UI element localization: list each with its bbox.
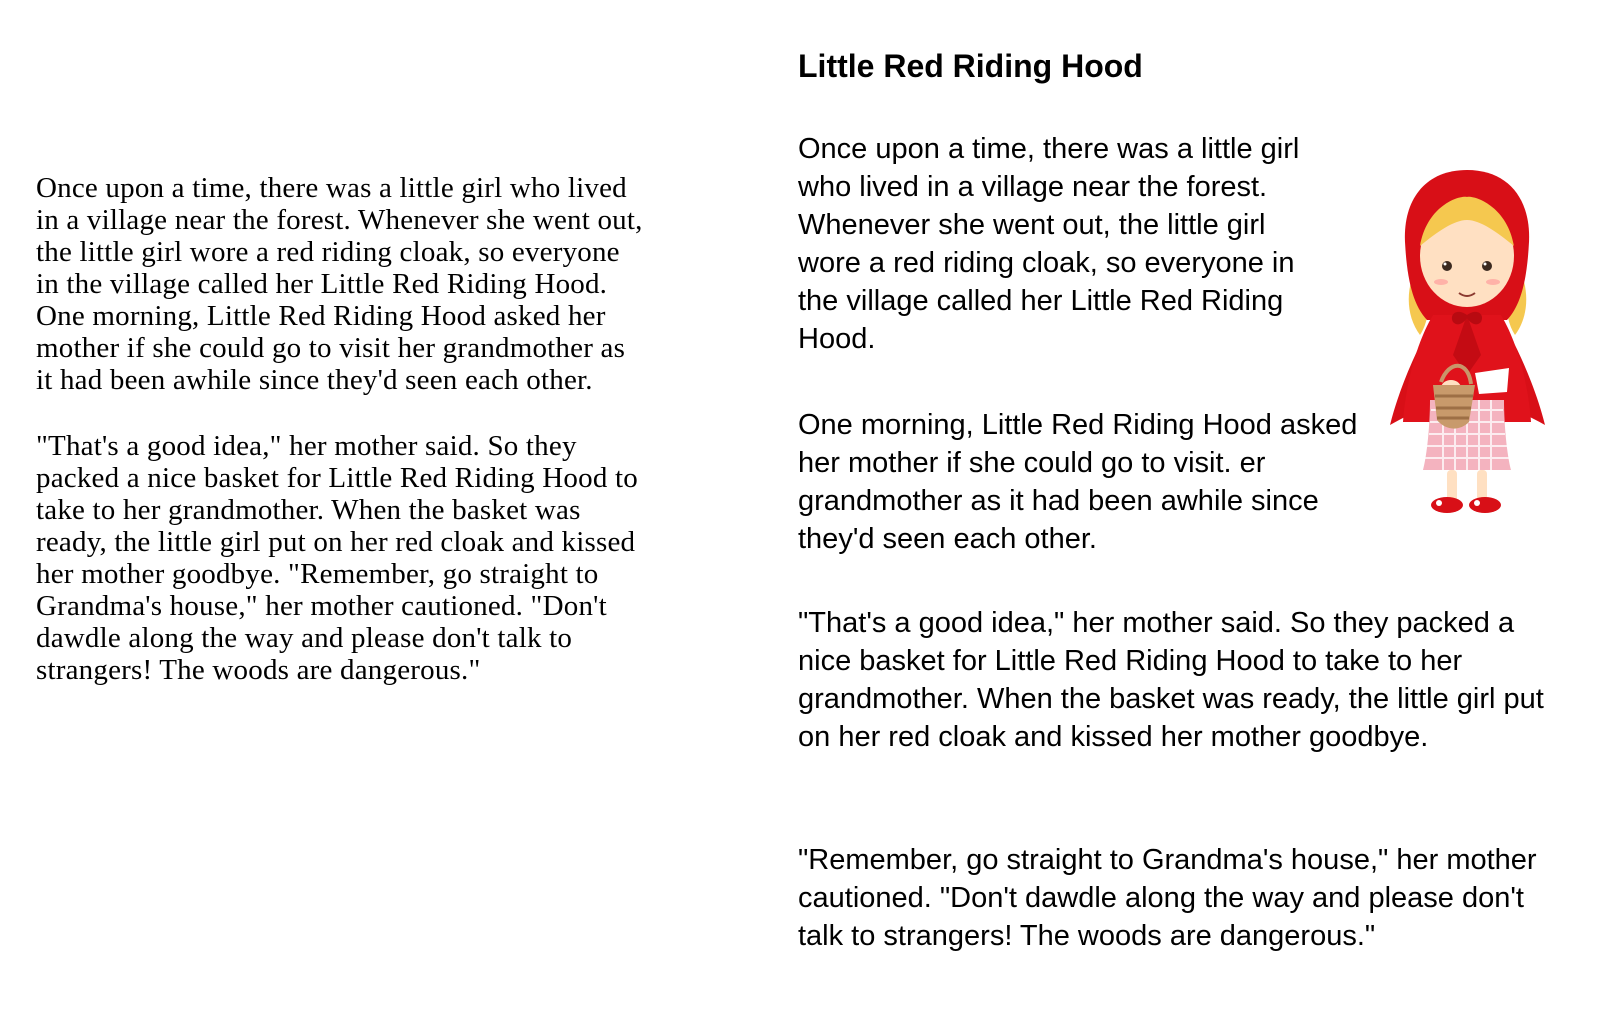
right-paragraph-1: Once upon a time, there was a little girl who lived in a village near the forest. Whenever she went out, the little girl wore a red riding cloak, so everyone in the village called her Little Red Riding Hood. [798,133,1300,355]
right-paragraph-4: "Remember, go straight to Grandma's house," her mother cautioned. "Don't dawdle along the way and please don't talk to strangers! The woods are dangerous." [798,844,1537,952]
left-paragraph-2: "That's a good idea," her mother said. So they packed a nice basket for Little Red Riding Hood to take to her grandmother. When the basket was ready, the little girl put on her red cloak and kissed her mother goodbye. "Remember, go straight to Grandma's house," her mother cautioned. "Don't dawdle along the way and please don't talk to strangers! The woods are dangerous." [36,430,638,686]
right-paragraph-2: One morning, Little Red Riding Hood asked her mother if she could go to visit. er grandmother as it had been awhile since they'd seen each other. [798,409,1358,555]
left-paragraph-1: Once upon a time, there was a little girl who lived in a village near the forest. Whenever she went out, the little girl wore a red riding cloak, so everyone in the village called her Little Red Riding Hood. One morning, Little Red Riding Hood asked her mother if she could go to visit her grandmother as it had been awhile since they'd seen each other. [36,172,643,396]
right-paragraph-3: "That's a good idea," her mother said. So they packed a nice basket for Little Red Riding Hood to take to her grandmother. When the basket was ready, the little girl put on her red cloak and kissed her mother goodbye. [798,607,1544,753]
left-story-column [36,172,646,686]
story-title: Little Red Riding Hood [798,48,1143,84]
little-red-riding-hood-illustration-icon [1385,170,1550,525]
